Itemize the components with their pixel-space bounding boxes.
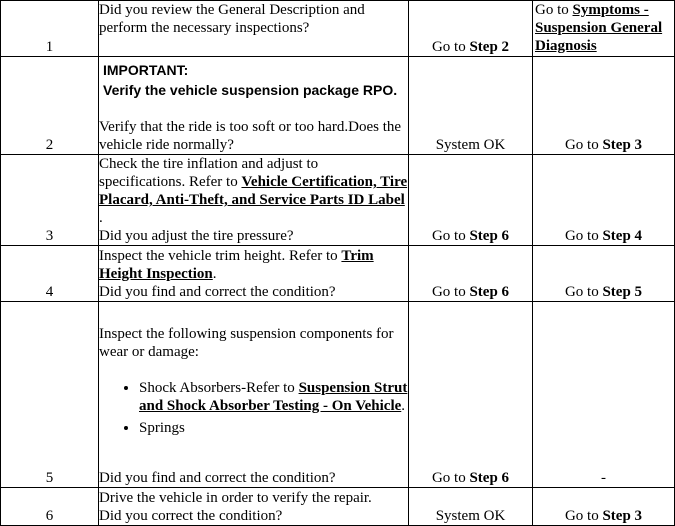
symptoms-link[interactable]: Symptoms - Suspension General Diagnosis bbox=[535, 2, 663, 54]
question-text: Did you find and correct the condition? bbox=[99, 470, 336, 486]
step-number: 6 bbox=[1, 488, 99, 526]
trim-height-link[interactable]: Trim Height Inspection bbox=[99, 248, 374, 282]
step-link[interactable]: Step 6 bbox=[469, 284, 510, 300]
yes-text: System OK bbox=[435, 508, 506, 524]
yes-prefix: Go to bbox=[431, 39, 470, 55]
no-cell bbox=[533, 155, 675, 246]
step-number: 2 bbox=[1, 57, 99, 155]
action-cell bbox=[99, 155, 409, 246]
action-text: Check the tire inflation and adjust to specifications. Refer to bbox=[99, 156, 319, 190]
yes-cell bbox=[409, 1, 533, 57]
component-list bbox=[99, 379, 408, 437]
step-link[interactable]: Step 4 bbox=[602, 228, 643, 244]
yes-cell bbox=[409, 246, 533, 302]
action-text: Inspect the vehicle trim height. Refer to bbox=[99, 248, 342, 264]
step-link[interactable]: Step 5 bbox=[602, 284, 643, 300]
question-text: Did you adjust the tire pressure? bbox=[99, 228, 294, 244]
yes-prefix: Go to bbox=[431, 284, 470, 300]
table-row bbox=[1, 246, 675, 302]
table-row bbox=[1, 57, 675, 155]
step-number: 3 bbox=[1, 155, 99, 246]
step-number: 1 bbox=[1, 1, 99, 57]
table-row bbox=[1, 1, 675, 57]
question-text: Did you correct the condition? bbox=[99, 508, 283, 524]
action-text: Inspect the following suspension components for wear or damage: bbox=[99, 326, 394, 360]
bullet-text: Springs bbox=[139, 420, 185, 436]
no-prefix: Go to bbox=[564, 284, 603, 300]
no-cell bbox=[533, 1, 675, 57]
vehicle-certification-link[interactable]: Vehicle Certification, Tire Placard, Anti-Theft, and Service Parts ID Label bbox=[99, 174, 408, 208]
step-link[interactable]: Step 6 bbox=[469, 228, 510, 244]
no-prefix: Go to bbox=[564, 137, 603, 153]
action-text: Verify that the ride is too soft or too hard.Does the vehicle ride normally? bbox=[99, 119, 402, 153]
no-text: - bbox=[601, 470, 606, 486]
no-prefix: Go to bbox=[535, 2, 573, 18]
no-prefix: Go to bbox=[564, 508, 603, 524]
important-heading: IMPORTANT: bbox=[103, 62, 189, 78]
yes-prefix: Go to bbox=[431, 228, 470, 244]
action-suffix: . bbox=[99, 210, 103, 226]
action-text: Did you review the General Description and perform the necessary inspections? bbox=[99, 2, 365, 36]
action-cell bbox=[99, 57, 409, 155]
step-number: 5 bbox=[1, 302, 99, 488]
shock-absorber-testing-link[interactable]: Suspension Strut and Shock Absorber Testing - On Vehicle bbox=[139, 380, 408, 414]
yes-text: System OK bbox=[435, 137, 506, 153]
important-text: Verify the vehicle suspension package RPO. bbox=[103, 82, 398, 98]
step-link[interactable]: Step 2 bbox=[469, 39, 510, 55]
no-cell bbox=[533, 302, 675, 488]
list-item bbox=[139, 379, 408, 415]
table-row bbox=[1, 155, 675, 246]
no-prefix: Go to bbox=[564, 228, 603, 244]
step-link[interactable]: Step 3 bbox=[602, 508, 643, 524]
no-cell bbox=[533, 57, 675, 155]
yes-cell bbox=[409, 57, 533, 155]
list-item bbox=[139, 419, 408, 437]
no-cell bbox=[533, 488, 675, 526]
no-cell bbox=[533, 246, 675, 302]
yes-prefix: Go to bbox=[431, 470, 470, 486]
question-text: Did you find and correct the condition? bbox=[99, 284, 336, 300]
table-row bbox=[1, 302, 675, 488]
yes-cell bbox=[409, 302, 533, 488]
action-cell bbox=[99, 302, 409, 488]
bullet-suffix: . bbox=[401, 398, 406, 414]
action-text: Drive the vehicle in order to verify the repair. bbox=[99, 490, 372, 506]
yes-cell bbox=[409, 488, 533, 526]
step-number: 4 bbox=[1, 246, 99, 302]
yes-cell bbox=[409, 155, 533, 246]
action-cell bbox=[99, 1, 409, 57]
step-link[interactable]: Step 3 bbox=[602, 137, 643, 153]
action-suffix: . bbox=[212, 266, 217, 282]
table-row bbox=[1, 488, 675, 526]
bullet-text: Shock Absorbers-Refer to bbox=[139, 380, 299, 396]
action-cell bbox=[99, 488, 409, 526]
step-link[interactable]: Step 6 bbox=[469, 470, 510, 486]
action-cell bbox=[99, 246, 409, 302]
